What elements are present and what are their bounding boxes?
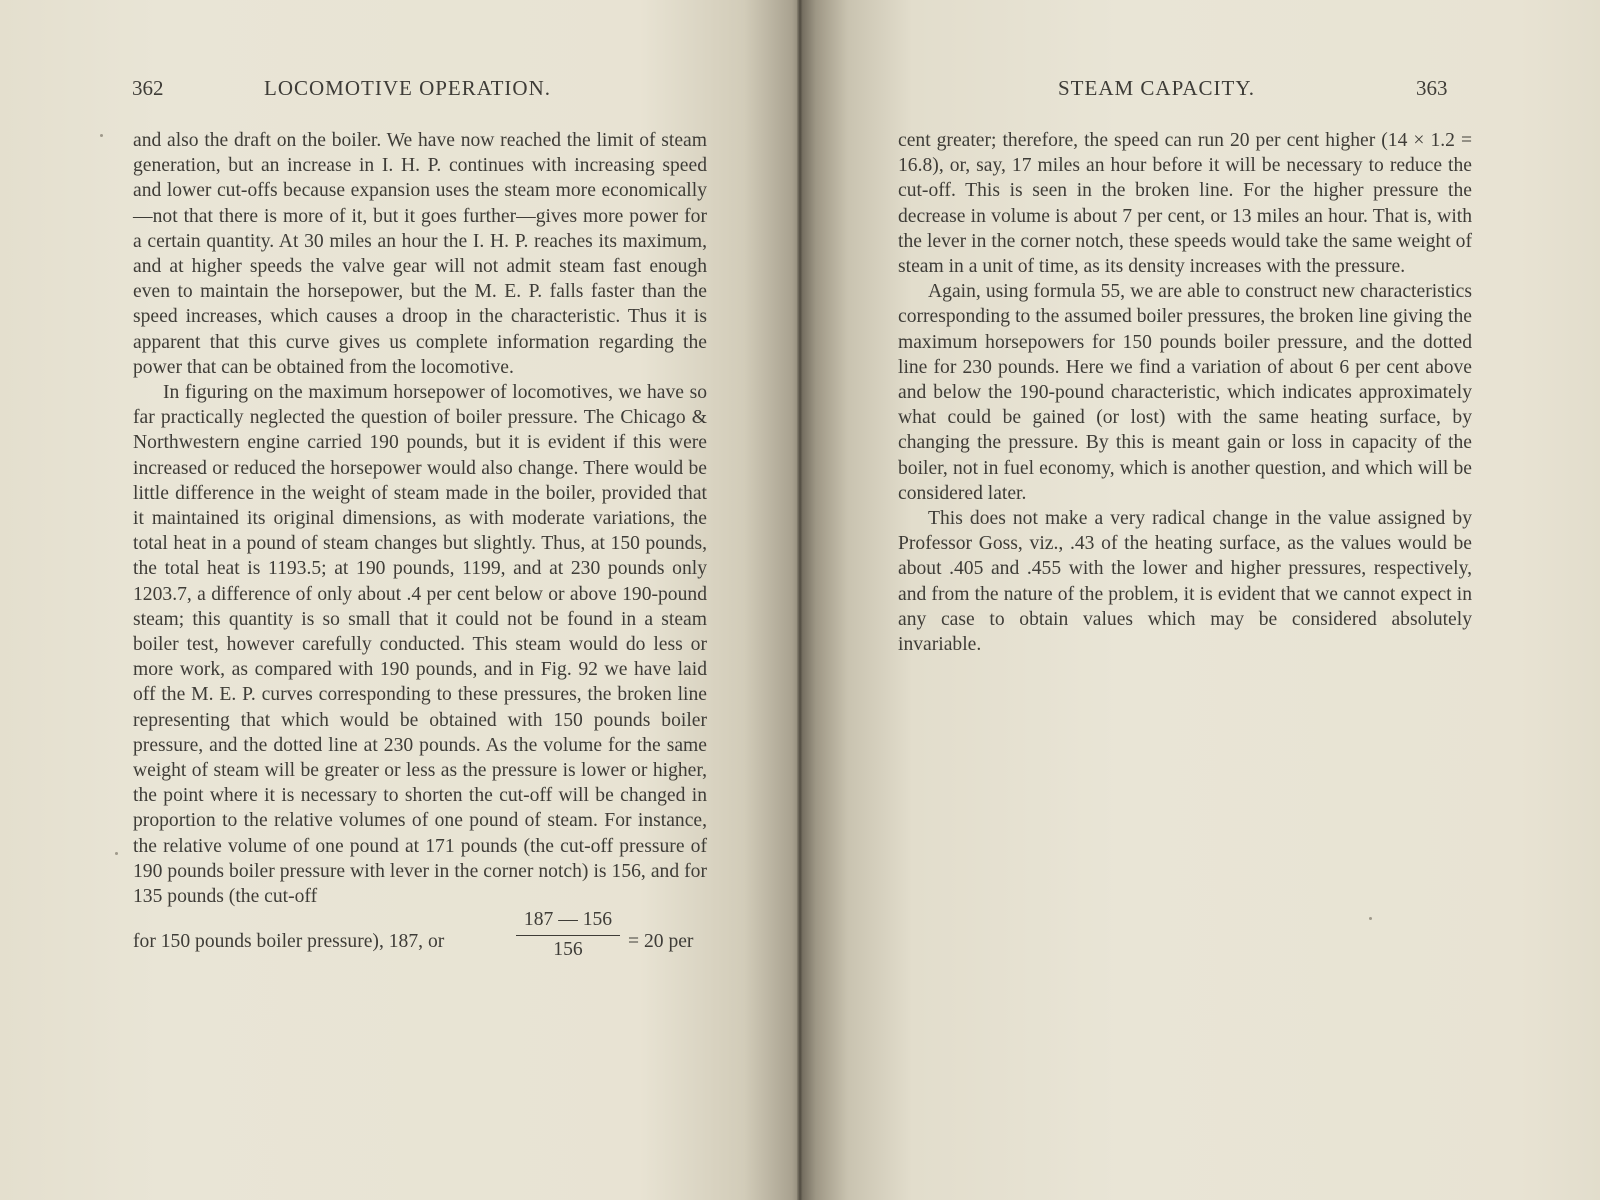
paper-speck <box>115 852 118 855</box>
paragraph: cent greater; therefore, the speed can run 20 per cent higher (14 × 1.2 = 16.8), or, say, 17 miles an hour before it will be necessary to reduce the cut-off. This is seen in the broken line. For the higher pressure the decrease in volume is about 7 per cent, or 13 miles an hour. That is, with the lever in the corner notch, these speeds would take the same weight of steam in a unit of time, as its density increases with the pressure. <box>898 130 1472 278</box>
right-running-head: STEAM CAPACITY. <box>1058 76 1256 100</box>
fraction-numerator: 187 — 156 <box>523 909 613 931</box>
fraction-line-tail: = 20 per <box>628 931 694 953</box>
paragraph: Again, using formula 55, we are able to construct new characteristics corresponding to the assumed boiler pressures, the broken line giving the maximum horsepowers for 150 pounds boiler pressure, and the dotted line for 230 pounds. Here we find a variation of about 6 per cent above and below the 190-pound characteristic, which indicates approximately what could be gained (or lost) with the same heating surface, by changing the pressure. By this is meant gain or loss in capacity of the boiler, not in fuel economy, which is another question, and which will be considered later. <box>898 281 1472 504</box>
fraction-line-lead: for 150 pounds boiler pressure), 187, or <box>133 931 445 953</box>
left-page-number: 362 <box>132 76 164 100</box>
fraction-bar <box>516 935 620 936</box>
paper-speck <box>1369 917 1372 920</box>
right-page-number: 363 <box>1416 76 1448 100</box>
paragraph: This does not make a very radical change in the value assigned by Professor Goss, viz., .43 of the heating surface, as the values would be about .405 and .455 with the lower and higher pressures, respectively, and from the nature of the problem, it is evident that we cannot expect in any case to obtain values which may be considered absolutely invariable. <box>898 508 1472 656</box>
left-page-header <box>132 76 708 106</box>
book-gutter <box>797 0 803 1200</box>
right-page-text <box>898 128 1472 657</box>
left-running-head: LOCOMOTIVE OPERATION. <box>264 76 551 100</box>
right-page <box>800 0 1600 1200</box>
paper-speck <box>100 134 103 137</box>
right-page-header <box>898 76 1470 106</box>
paragraph: and also the draft on the boiler. We have now reached the limit of steam generation, but an increase in I. H. P. continues with increasing speed and lower cut-offs because expansion uses the steam more economically—not that there is more of it, but it goes further—gives more power for a certain quantity. At 30 miles an hour the I. H. P. reaches its maximum, and at higher speeds the valve gear will not admit steam fast enough even to maintain the horsepower, but the M. E. P. falls faster than the speed increases, which causes a droop in the characteristic. Thus it is apparent that this curve gives us complete information regarding the power that can be obtained from the locomotive. <box>133 130 707 378</box>
fraction-line <box>133 909 707 969</box>
fraction <box>516 909 620 961</box>
fraction-denominator: 156 <box>553 939 583 961</box>
paragraph: In figuring on the maximum horsepower of locomotives, we have so far practically neglected the question of boiler pressure. The Chicago & Northwestern engine carried 190 pounds, but it is evident if this were increased or reduced the horsepower would also change. There would be little difference in the weight of steam made in the boiler, provided that it maintained its original dimensions, as with moderate variations, the total heat in a pound of steam changes but slightly. Thus, at 150 pounds, the total heat is 1193.5; at 190 pounds, 1199, and at 230 pounds only 1203.7, a difference of only about .4 per cent below or above 190-pound steam; this quantity is so small that it could not be found in a steam boiler test, however carefully conducted. This steam would do less or more work, as compared with 190 pounds, and in Fig. 92 we have laid off the M. E. P. curves corresponding to these pressures, the broken line representing that which would be obtained with 150 pounds boiler pressure, and the dotted line at 230 pounds. As the volume for the same weight of steam will be greater or less as the pressure is lower or higher, the point where it is necessary to shorten the cut-off will be changed in proportion to the relative volumes of one pound of steam. For instance, the relative volume of one pound at 171 pounds (the cut-off pressure of 190 pounds boiler pressure with lever in the corner notch) is 156, and for 135 pounds (the cut-off <box>133 382 707 908</box>
left-page-text <box>133 128 707 969</box>
